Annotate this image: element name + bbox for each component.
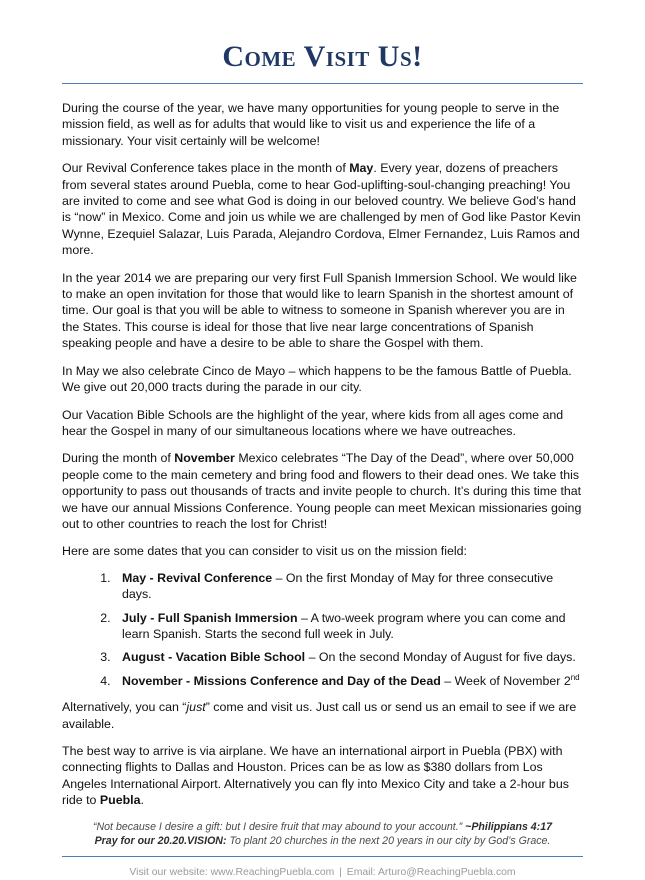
paragraph-revival-conference xyxy=(62,160,583,258)
list-item xyxy=(114,649,583,665)
page-title: Come Visit Us! xyxy=(222,40,423,73)
paragraph-dates-intro: Here are some dates that you can consider to visit us on the mission field: xyxy=(62,544,467,559)
paragraph-travel-info xyxy=(62,743,583,809)
travel-destination: Puebla xyxy=(99,793,141,808)
revival-text-a: Our Revival Conference takes place in the month of xyxy=(62,161,350,176)
date-item-dash: – xyxy=(440,673,455,688)
date-item-ordinal-suffix: nd xyxy=(570,672,580,682)
date-item-title: July - Full Spanish Immersion xyxy=(122,610,298,625)
date-item-title: November - Missions Conference and Day of the Dead xyxy=(122,673,441,688)
footer-divider xyxy=(62,856,583,857)
alt-text-a: Alternatively, you can “ xyxy=(62,700,187,715)
date-item-title: August - Vacation Bible School xyxy=(122,650,306,665)
footer-email-link[interactable]: Arturo@ReachingPuebla.com xyxy=(377,866,516,878)
mission-dates-list xyxy=(62,570,583,689)
dotd-text-b: Mexico celebrates “The Day of the Dead”, where over 50,000 people come to the main cemetery and bring food and flowers to their dead ones. We take this opportunity to pass out thousands of tracts and invite people to church. It’s during this time that we have our annual Missions Conference. Young people can meet Mexican missionaries going out to other countries to reach the lost for Christ! xyxy=(62,451,582,531)
scripture-reference: ~Philippians 4:17 xyxy=(465,820,552,833)
date-item-dash: – xyxy=(305,650,319,665)
paragraph-alternatively-visit xyxy=(62,699,583,732)
footer-website-link[interactable]: www.ReachingPuebla.com xyxy=(210,866,335,878)
list-item xyxy=(114,610,583,643)
dotd-text-a: During the month of xyxy=(62,451,175,466)
date-item-dash: – xyxy=(297,610,311,625)
date-item-dash: – xyxy=(272,570,286,585)
date-item-description: A two-week program where you can come and learn Spanish. Starts the second full week in July. xyxy=(122,610,566,641)
travel-text-a: The best way to arrive is via airplane. We have an international airport in Puebla (PBX) with connecting flights to Dallas and Houston. Prices can be as low as $380 dollars from Los Angeles International Airport. Alternatively you can fly into Mexico City and take a 2-hour bus ride to xyxy=(62,744,569,808)
vision-statement xyxy=(62,834,583,849)
title-divider xyxy=(62,83,583,84)
page-footer xyxy=(62,866,583,880)
footer-separator: | xyxy=(336,866,345,878)
date-item-description: Week of November 2 xyxy=(454,673,571,688)
footer-email-label: Email: xyxy=(346,866,378,878)
document-body xyxy=(62,92,583,880)
paragraph-day-of-the-dead xyxy=(62,450,583,532)
footer-website-label: Visit our website: xyxy=(129,866,211,878)
paragraph-vacation-bible-schools: Our Vacation Bible Schools are the highlight of the year, where kids from all ages come and hear the Gospel in many of our simultaneous locations where we have outreaches. xyxy=(62,407,564,438)
list-item xyxy=(114,673,583,689)
alt-emphasis-just: just xyxy=(186,700,206,715)
revival-text-b: . Every year, dozens of preachers from several states around Puebla, come to hear God-uplifting-soul-changing preaching! You are invited to come and see what God is doing in our beloved country. We believe God’s hand is “now” in Mexico. Come and join us while we are challenged by men of God like Pastor Kevin Wynne, Ezequiel Salazar, Luis Parada, Alejandro Cordova, Elmer Fernandez, Luis Ramos and more. xyxy=(62,161,581,258)
dotd-month: November xyxy=(174,451,235,466)
list-item xyxy=(114,570,583,603)
travel-text-c: . xyxy=(140,793,144,808)
date-item-title: May - Revival Conference xyxy=(122,570,273,585)
alt-text-b: ” come and visit us. Just call us or send us an email to see if we are available. xyxy=(62,700,577,731)
revival-month: May xyxy=(349,161,374,176)
vision-text: To plant 20 churches in the next 20 years in our city by God’s Grace. xyxy=(226,835,551,848)
paragraph-immersion-school: In the year 2014 we are preparing our very first Full Spanish Immersion School. We would like to make an open invitation for those that would like to learn Spanish in the shortest amount of time. Our goal is that you will be able to witness to someone in Spanish wherever you are in the States. This course is ideal for those that live near large concentrations of Spanish speaking people and have a desire to be able to share the Gospel with them. xyxy=(62,270,577,351)
paragraph-cinco-de-mayo: In May we also celebrate Cinco de Mayo – which happens to be the famous Battle of Puebla. We give out 20,000 tracts during the parade in our city. xyxy=(62,363,572,395)
paragraph-intro: During the course of the year, we have many opportunities for young people to serve in the mission field, as well as for adults that would like to visit us and experience the life of a missionary. Your visit certainly will be welcome! xyxy=(62,101,560,148)
date-item-description: On the second Monday of August for five days. xyxy=(318,650,576,665)
vision-label: Pray for our 20.20.VISION: xyxy=(94,835,227,848)
scripture-quote-block xyxy=(62,820,583,849)
scripture-quote-text: “Not because I desire a gift: but I desire fruit that may abound to your account.” xyxy=(92,820,466,833)
date-item-description: On the first Monday of May for three consecutive days. xyxy=(122,570,554,602)
